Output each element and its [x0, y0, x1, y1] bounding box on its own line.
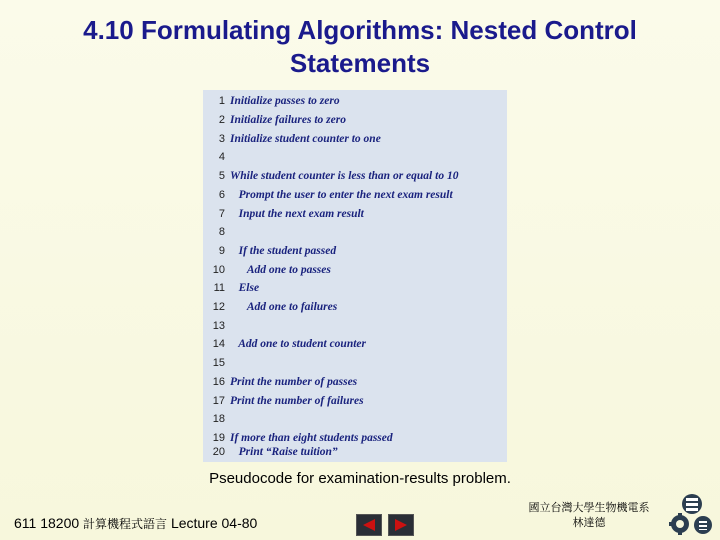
code-line: [203, 410, 507, 429]
code-line: [203, 92, 507, 111]
line-text: Else: [230, 282, 260, 295]
slide-title: [0, 14, 720, 80]
code-line: [203, 335, 507, 354]
line-number: 20: [212, 446, 225, 459]
figure-caption: Pseudocode for examination-results problem.: [209, 470, 511, 487]
line-number: 3: [218, 132, 225, 145]
line-number: 17: [212, 394, 225, 407]
line-number: 13: [212, 319, 225, 332]
line-number: 11: [213, 282, 225, 295]
line-number: 6: [218, 188, 225, 201]
code-line: [203, 167, 507, 186]
institution-name: 國立台灣大學生物機電系: [528, 501, 650, 514]
code-line: [203, 204, 507, 223]
line-number: 16: [212, 375, 225, 388]
title-line-1: 4.10 Formulating Algorithms: Nested Control: [83, 15, 637, 45]
line-number: 2: [218, 114, 225, 127]
department-gear-logo: [669, 492, 715, 536]
code-line: [203, 148, 507, 167]
line-number: 7: [218, 207, 225, 220]
line-text: Add one to failures: [230, 301, 338, 314]
triangle-right-icon: [393, 518, 409, 532]
code-line: [203, 443, 507, 462]
line-number: 15: [212, 357, 225, 370]
line-number: 19: [212, 431, 225, 444]
line-number: 4: [218, 151, 225, 164]
line-text: Input the next exam result: [230, 207, 364, 220]
line-text: Print the number of passes: [230, 375, 358, 388]
line-text: Prompt the user to enter the next exam result: [230, 188, 453, 201]
title-line-2: Statements: [289, 48, 431, 78]
next-slide-button[interactable]: [388, 514, 414, 536]
line-number: 12: [212, 301, 225, 314]
code-line: [203, 391, 507, 410]
line-text: Add one to student counter: [230, 338, 366, 351]
author-name: 林達德: [572, 516, 606, 529]
line-number: 10: [212, 263, 225, 276]
line-text: If the student passed: [230, 244, 337, 257]
prev-slide-button[interactable]: [356, 514, 382, 536]
line-text: Print “Raise tuition”: [230, 446, 338, 459]
line-text: Print the number of failures: [230, 394, 364, 407]
code-line: [203, 298, 507, 317]
pseudocode-figure: [203, 90, 507, 462]
code-line: [203, 223, 507, 242]
code-line: [203, 186, 507, 205]
line-number: 1: [218, 95, 225, 108]
line-number: 8: [218, 226, 225, 239]
footer-institution: [506, 500, 672, 530]
line-number: 5: [218, 170, 225, 183]
line-text: Initialize passes to zero: [230, 95, 340, 108]
code-line: [203, 373, 507, 392]
line-number: 14: [212, 338, 225, 351]
course-number: 611 18200: [14, 515, 80, 531]
line-text: While student counter is less than or equal to 10: [230, 170, 459, 183]
line-text: Initialize student counter to one: [230, 132, 381, 145]
code-line: [203, 316, 507, 335]
line-text: If more than eight students passed: [230, 431, 393, 444]
line-number: 18: [212, 413, 225, 426]
lecture-label: Lecture 04-80: [170, 515, 258, 531]
code-line: [203, 354, 507, 373]
course-name: 計算機程式語言: [83, 517, 168, 531]
code-line: [203, 260, 507, 279]
code-line: [203, 111, 507, 130]
code-line: [203, 129, 507, 148]
line-text: Add one to passes: [230, 263, 331, 276]
triangle-left-icon: [361, 518, 377, 532]
code-line: [203, 279, 507, 298]
line-number: 9: [218, 244, 225, 257]
line-text: Initialize failures to zero: [230, 114, 346, 127]
footer-course-info: [14, 515, 257, 532]
code-line: [203, 242, 507, 261]
